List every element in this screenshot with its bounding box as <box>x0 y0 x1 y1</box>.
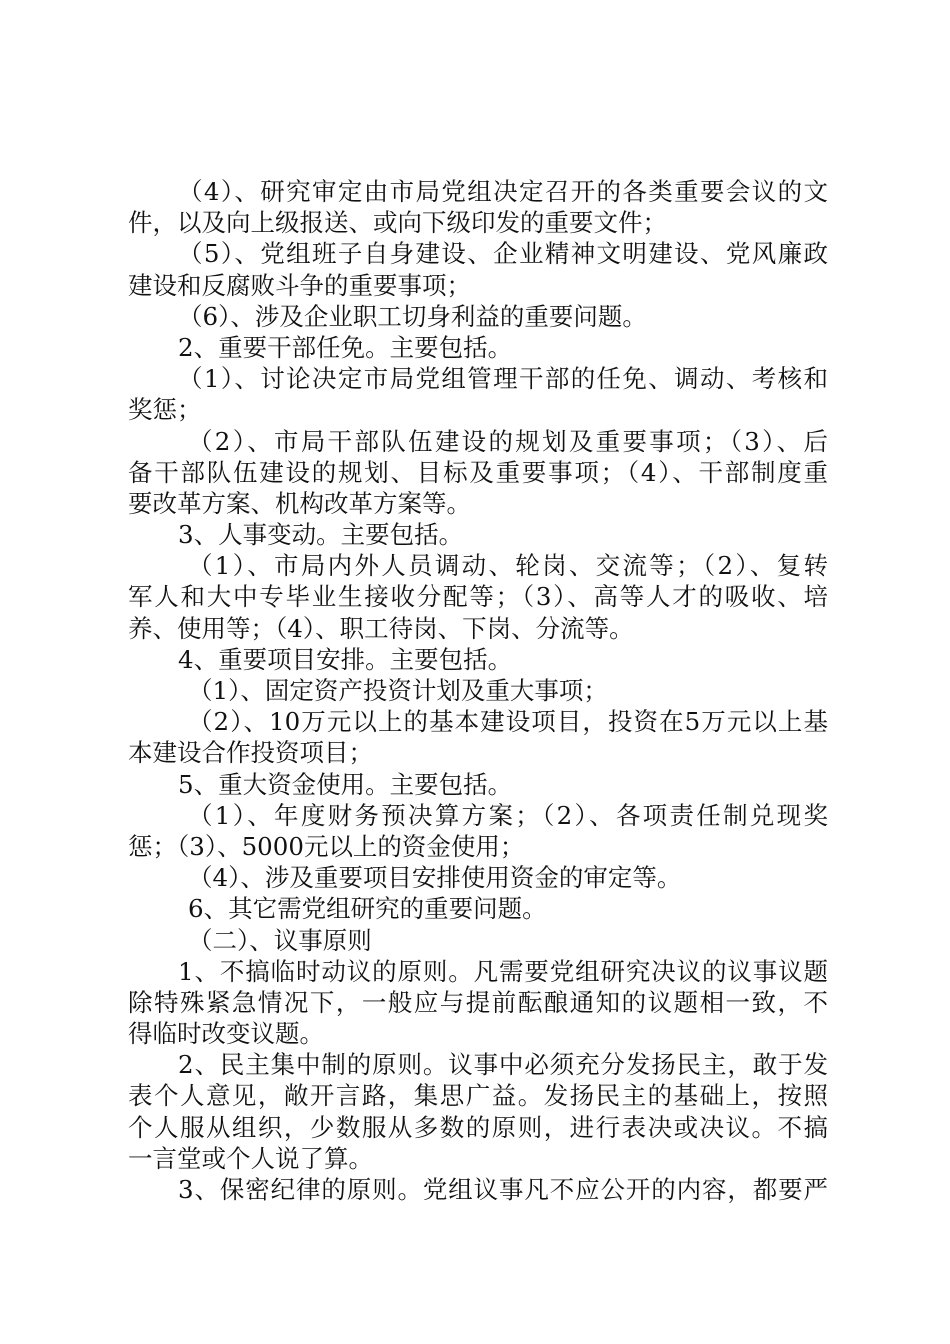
paragraph-line: （2）、10万元以上的基本建设项目，投资在5万元以上基 <box>188 707 828 737</box>
paragraph-line: （5）、党组班子自身建设、企业精神文明建设、党风廉政 <box>178 239 828 269</box>
section-heading: 2、重要干部任免。主要包括。 <box>178 332 513 362</box>
paragraph-line: 军人和大中专毕业生接收分配等；（3）、高等人才的吸收、培 <box>128 582 828 612</box>
paragraph-line: （4）、研究审定由市局党组决定召开的各类重要会议的文 <box>178 177 828 206</box>
paragraph-line: 表个人意见，敞开言路，集思广益。发扬民主的基础上，按照 <box>128 1081 828 1111</box>
paragraph-line: 奖惩； <box>128 395 202 425</box>
paragraph-line: 件，以及向上级报送、或向下级印发的重要文件； <box>128 208 667 238</box>
paragraph-line: （2）、市局干部队伍建设的规划及重要事项；（3）、后 <box>188 426 828 456</box>
paragraph-line: （1）、年度财务预决算方案；（2）、各项责任制兑现奖 <box>188 800 828 830</box>
paragraph-line: 个人服从组织，少数服从多数的原则，进行表决或决议。不搞 <box>128 1112 828 1142</box>
paragraph-line: 建设和反腐败斗争的重要事项； <box>128 270 471 300</box>
section-heading: 4、重要项目安排。主要包括。 <box>178 644 513 674</box>
paragraph-line: 要改革方案、机构改革方案等。 <box>128 488 471 518</box>
paragraph-line: （1）、市局内外人员调动、轮岗、交流等；（2）、复转 <box>188 551 828 581</box>
paragraph-line: 本建设合作投资项目； <box>128 738 373 768</box>
document-body <box>128 176 828 1205</box>
paragraph-line: 除特殊紧急情况下，一般应与提前酝酿通知的议题相一致，不 <box>128 987 828 1017</box>
paragraph-line: 2、民主集中制的原则。议事中必须充分发扬民主，敢于发 <box>178 1050 828 1080</box>
paragraph-line: 得临时改变议题。 <box>128 1019 324 1049</box>
paragraph-line: 备干部队伍建设的规划、目标及重要事项；（4）、干部制度重 <box>128 457 828 487</box>
section-heading: 6、其它需党组研究的重要问题。 <box>188 894 547 924</box>
paragraph-line: 一言堂或个人说了算。 <box>128 1143 373 1173</box>
paragraph-line: 3、保密纪律的原则。党组议事凡不应公开的内容，都要严 <box>178 1175 828 1204</box>
paragraph-line: 1、不搞临时动议的原则。凡需要党组研究决议的议事议题 <box>178 956 828 986</box>
paragraph-line: 惩；（3）、5000元以上的资金使用； <box>128 831 525 861</box>
paragraph-line: （6）、涉及企业职工切身利益的重要问题。 <box>178 301 647 331</box>
paragraph-line: （1）、固定资产投资计划及重大事项； <box>188 676 608 705</box>
section-heading: （二）、议事原则 <box>188 925 372 955</box>
section-heading: 5、重大资金使用。主要包括。 <box>178 769 513 799</box>
paragraph-line: （1）、讨论决定市局党组管理干部的任免、调动、考核和 <box>178 364 828 394</box>
paragraph-line: 养、使用等；（4）、职工待岗、下岗、分流等。 <box>128 613 634 643</box>
paragraph-line: （4）、涉及重要项目安排使用资金的审定等。 <box>188 863 682 893</box>
section-heading: 3、人事变动。主要包括。 <box>178 520 464 550</box>
